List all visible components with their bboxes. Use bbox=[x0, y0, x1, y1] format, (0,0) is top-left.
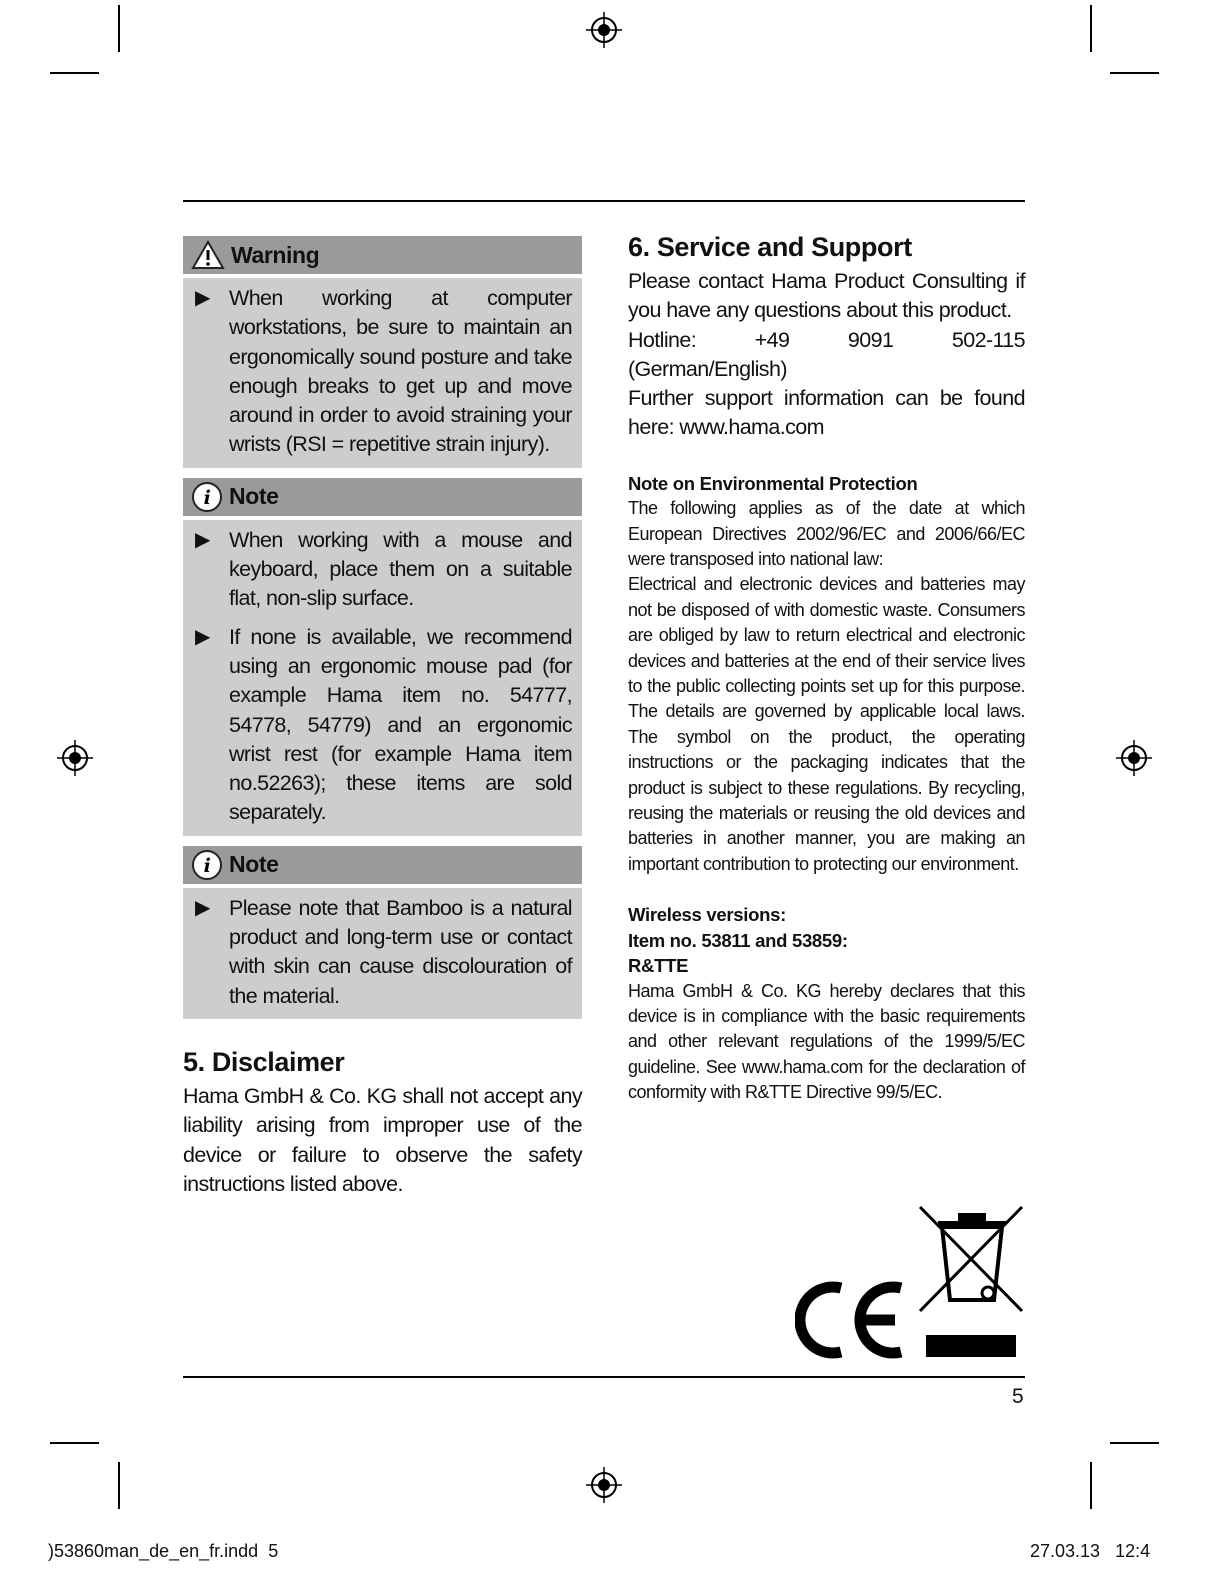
top-rule bbox=[183, 200, 1025, 202]
service-text-2: Further support information can be found here: www.hama.com bbox=[628, 386, 1025, 440]
info-icon bbox=[191, 849, 223, 881]
svg-text:i: i bbox=[203, 854, 211, 877]
note-title: Note bbox=[229, 851, 279, 878]
note-item: ▶ When working with a mouse and keyboard, place them on a suitable flat, non-slip surface. bbox=[195, 526, 572, 614]
crop-mark bbox=[1090, 5, 1092, 52]
crop-mark bbox=[118, 5, 120, 52]
registration-mark-icon bbox=[57, 740, 93, 776]
left-column bbox=[183, 236, 582, 1199]
note-item: ▶ If none is available, we recommend using an ergonomic mouse pad (for example Hama item no. 54777, 54778, 54779) and an ergonomic wrist rest (for example Hama item no.52263); these items are sold separately. bbox=[195, 623, 572, 828]
bottom-rule bbox=[183, 1376, 1025, 1378]
item-number-heading: Item no. 53811 and 53859: bbox=[628, 929, 848, 951]
page-number: 5 bbox=[1012, 1385, 1024, 1408]
crop-mark bbox=[50, 1442, 99, 1444]
env-paragraph: The following applies as of the date at which European Directives 2002/96/EC and 2006/66/EC were transposed into national law: bbox=[628, 498, 1025, 569]
warning-title: Warning bbox=[231, 241, 320, 268]
env-paragraph: Electrical and electronic devices and batteries may not be disposed of with domestic waste. Consumers are obliged by law to return electrical and electronic devices and batteries at the end of their service lives to the public collecting points set up for this purpose. The details are governed by applicable local laws. The symbol on the product, the operating instructions or the packaging indicates that the product is subject to these regulations. By recycling, reusing the materials or reusing the old devices and batteries in another manner, you are making an important contribution to protecting our environment. bbox=[628, 574, 1025, 874]
weee-bin-icon bbox=[918, 1205, 1026, 1360]
note-box bbox=[183, 478, 582, 836]
crop-mark bbox=[118, 1462, 120, 1509]
note-header bbox=[183, 846, 582, 884]
warning-header bbox=[183, 236, 582, 274]
note-item: ▶ Please note that Bamboo is a natural product and long-term use or contact with skin can cause discolouration of the material. bbox=[195, 894, 572, 1011]
note-title: Note bbox=[229, 483, 279, 510]
rtte-text: Hama GmbH & Co. KG hereby declares that this device is in compliance with the basic requirements and other relevant regulations of the 1999/5/EC guideline. See www.hama.com for the declaration of conformity with R&TTE Directive 99/5/EC. bbox=[628, 980, 1025, 1103]
registration-mark-icon bbox=[586, 1467, 622, 1503]
info-icon bbox=[191, 481, 223, 513]
env-heading: Note on Environmental Protection bbox=[628, 472, 918, 494]
right-column bbox=[628, 232, 1025, 1106]
crop-mark bbox=[1090, 1462, 1092, 1509]
bullet-arrow-icon: ▶ bbox=[195, 896, 210, 919]
bullet-arrow-icon: ▶ bbox=[195, 528, 210, 551]
crop-mark bbox=[50, 72, 99, 74]
note-header bbox=[183, 478, 582, 516]
ce-mark-icon bbox=[795, 1280, 907, 1360]
service-hotline: Hotline: +49 9091 502-115 (German/English) bbox=[628, 327, 1025, 381]
crop-mark bbox=[1110, 1442, 1159, 1444]
footer-filename: )53860man_de_en_fr.indd 5 bbox=[48, 1541, 279, 1561]
registration-mark-icon bbox=[1116, 740, 1152, 776]
rtte-heading: R&TTE bbox=[628, 955, 689, 977]
disclaimer-heading: 5. Disclaimer bbox=[183, 1046, 345, 1077]
service-heading: 6. Service and Support bbox=[628, 232, 912, 262]
crop-mark bbox=[1110, 72, 1159, 74]
footer-timestamp: 27.03.13 12:4 bbox=[1030, 1541, 1151, 1561]
disclaimer-text: Hama GmbH & Co. KG shall not accept any liability arising from improper use of the device or failure to observe the safety instructions listed above. bbox=[183, 1083, 582, 1196]
service-text-1: Please contact Hama Product Consulting if you have any questions about this product. bbox=[628, 269, 1025, 323]
svg-text:i: i bbox=[203, 486, 211, 509]
wireless-heading: Wireless versions: bbox=[628, 904, 786, 926]
warning-box bbox=[183, 236, 582, 468]
bullet-arrow-icon: ▶ bbox=[195, 287, 210, 309]
note-box bbox=[183, 846, 582, 1019]
registration-mark-icon bbox=[586, 12, 622, 48]
warning-item: ▶ When working at computer workstations, be sure to maintain an ergonomically sound posture and take enough breaks to get up and move around in order to avoid straining your wrists (RSI = repetitive strain injury). bbox=[195, 284, 572, 460]
bullet-arrow-icon: ▶ bbox=[195, 625, 210, 648]
warning-triangle-icon bbox=[191, 240, 225, 270]
